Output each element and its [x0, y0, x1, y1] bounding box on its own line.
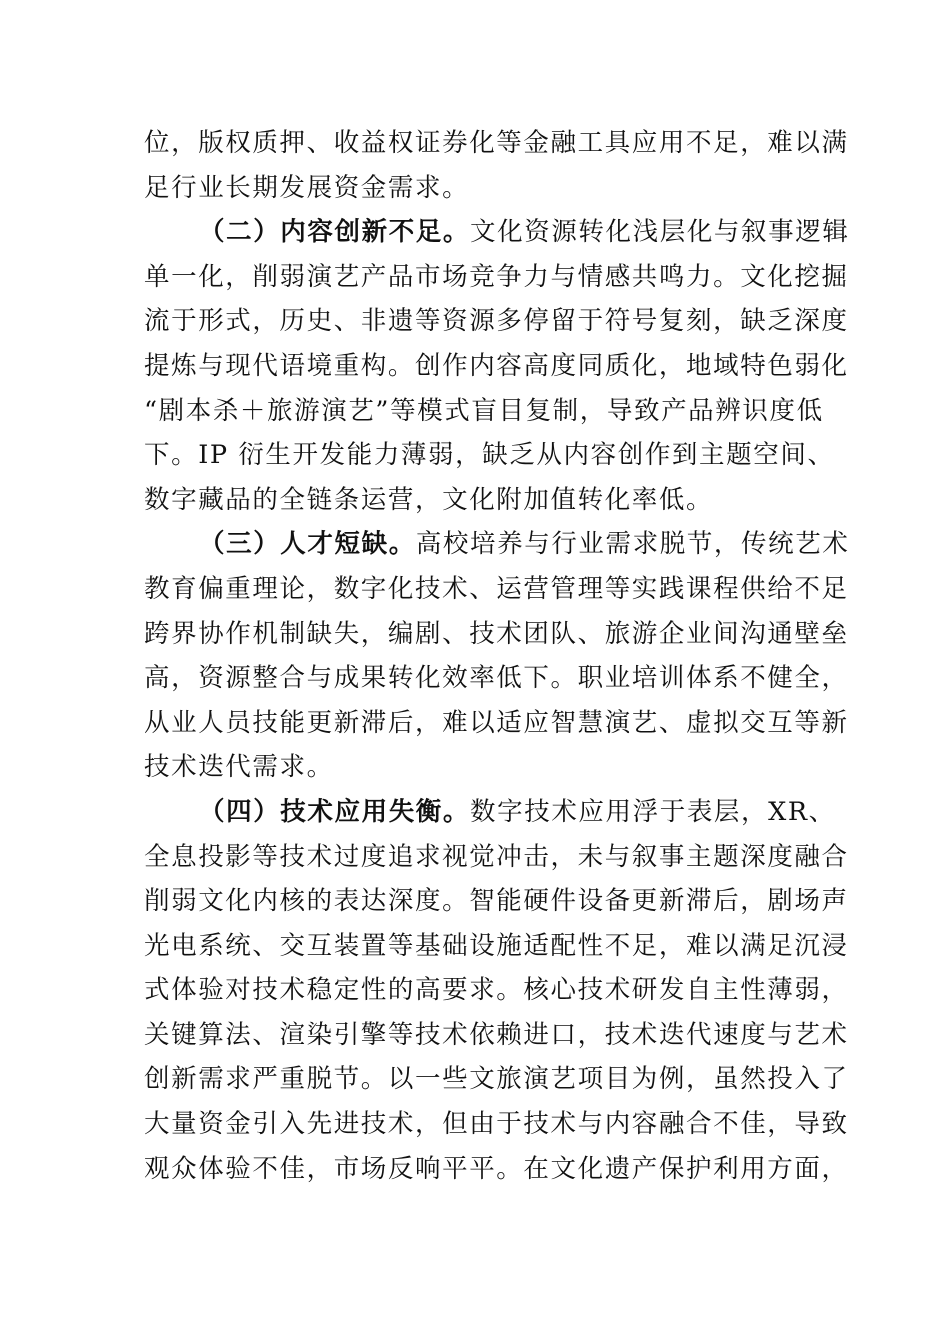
- text-line: “剧本杀＋旅游演艺”等模式盲目复制，导致产品辨识度低: [144, 395, 824, 426]
- text-line: 下。IP 衍生开发能力薄弱，缺乏从内容创作到主题空间、: [144, 440, 835, 471]
- text-line: 教育偏重理论，数字化技术、运营管理等实践课程供给不足: [144, 573, 849, 604]
- section-first-line: [144, 790, 836, 835]
- section-heading: （二）内容创新不足。: [199, 217, 471, 248]
- text-line: 关键算法、渲染引擎等技术依赖进口，技术迭代速度与艺术: [144, 1019, 849, 1050]
- text-line: 提炼与现代语境重构。创作内容高度同质化，地域特色弱化: [144, 350, 849, 381]
- text-line: 大量资金引入先进技术，但由于技术与内容融合不佳，导致: [144, 1109, 849, 1140]
- section-text: 高校培养与行业需求脱节，传统艺术: [415, 529, 850, 560]
- text-line: 跨界协作机制缺失，编剧、技术团队、旅游企业间沟通壁垒: [144, 618, 849, 649]
- section-text: 数字技术应用浮于表层，XR、: [470, 796, 836, 827]
- text-line: 光电系统、交互装置等基础设施适配性不足，难以满足沉浸: [144, 930, 849, 961]
- text-line: 从业人员技能更新滞后，难以适应智慧演艺、虚拟交互等新: [144, 707, 849, 738]
- section-first-line: [144, 522, 850, 567]
- text-line: 削弱文化内核的表达深度。智能硬件设备更新滞后，剧场声: [144, 886, 849, 917]
- section-heading: （四）技术应用失衡。: [199, 796, 471, 827]
- section-text: 文化资源转化浅层化与叙事逻辑: [470, 217, 850, 248]
- section-first-line: [144, 210, 850, 255]
- text-line: 位，版权质押、收益权证券化等金融工具应用不足，难以满: [144, 128, 849, 158]
- text-line: 数字藏品的全链条运营，文化附加值转化率低。: [144, 484, 714, 515]
- text-line: 流于形式，历史、非遗等资源多停留于符号复刻，缺乏深度: [144, 306, 849, 337]
- text-line: 全息投影等技术过度追求视觉冲击，未与叙事主题深度融合: [144, 841, 849, 872]
- text-line: 单一化，削弱演艺产品市场竞争力与情感共鸣力。文化挖掘: [144, 261, 849, 292]
- text-line: 高，资源整合与成果转化效率低下。职业培训体系不健全，: [144, 663, 849, 694]
- text-line: 足行业长期发展资金需求。: [144, 172, 470, 203]
- text-line: 观众体验不佳，市场反响平平。在文化遗产保护利用方面，: [144, 1153, 849, 1184]
- section-heading: （三）人才短缺。: [199, 529, 416, 560]
- text-line: 创新需求严重脱节。以一些文旅演艺项目为例，虽然投入了: [144, 1064, 849, 1095]
- document-body: [144, 121, 850, 1191]
- text-line: 式体验对技术稳定性的高要求。核心技术研发自主性薄弱，: [144, 975, 849, 1006]
- text-line: 技术迭代需求。: [144, 752, 334, 783]
